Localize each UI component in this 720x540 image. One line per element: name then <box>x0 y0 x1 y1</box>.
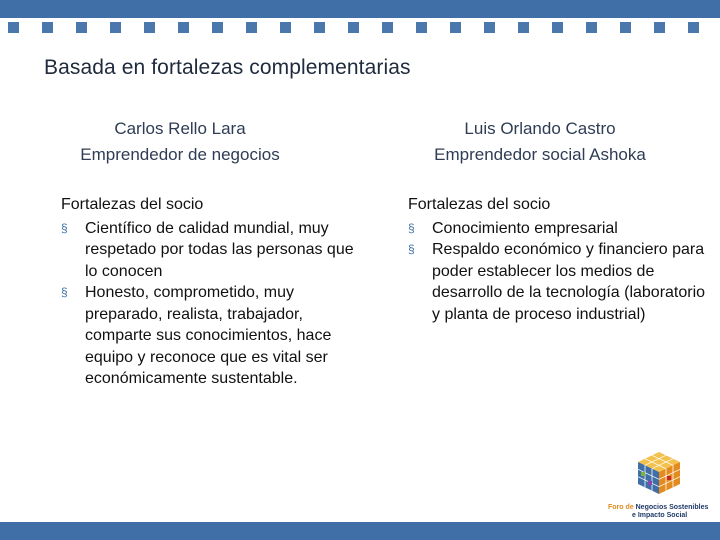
list-item-text: Conocimiento empresarial <box>432 219 618 237</box>
decor-square <box>314 22 325 33</box>
decor-square <box>348 22 359 33</box>
decor-square <box>552 22 563 33</box>
logo-text-line2: e Impacto Social <box>632 512 688 519</box>
slide-title: Basada en fortalezas complementarias <box>44 56 411 79</box>
right-person-header <box>388 116 692 168</box>
right-person-name: Luis Orlando Castro <box>464 119 616 138</box>
list-item-text: Respaldo económico y financiero para poder establecer los medios de desarrollo de la tecnología (laboratorio y planta de proceso industrial) <box>432 241 706 323</box>
decor-square <box>450 22 461 33</box>
decor-square <box>688 22 699 33</box>
decor-square <box>382 22 393 33</box>
decor-square <box>620 22 631 33</box>
list-item <box>408 218 708 240</box>
left-strengths-heading: Fortalezas del socio <box>61 196 204 213</box>
left-person-name: Carlos Rello Lara <box>114 119 246 138</box>
bullet-icon: § <box>408 242 415 256</box>
left-person-role: Emprendedor de negocios <box>80 145 280 164</box>
decor-square <box>484 22 495 33</box>
bullet-icon: § <box>61 220 68 235</box>
decor-square <box>654 22 665 33</box>
right-strengths-heading: Fortalezas del socio <box>408 196 551 213</box>
decor-square <box>416 22 427 33</box>
decor-square <box>246 22 257 33</box>
right-strengths-column <box>408 194 708 325</box>
decor-square <box>586 22 597 33</box>
list-item <box>61 218 361 283</box>
decor-square <box>212 22 223 33</box>
list-item-text: Científico de calidad mundial, muy respetado por todas las personas que lo conocen <box>85 219 354 280</box>
right-strengths-list <box>408 218 708 326</box>
top-band <box>0 0 720 18</box>
decor-square <box>42 22 53 33</box>
left-strengths-list <box>61 218 361 390</box>
left-person-header <box>40 116 320 168</box>
decor-square <box>518 22 529 33</box>
decor-square <box>8 22 19 33</box>
logo-text-line1: Foro de Negocios Sostenibles <box>608 504 709 511</box>
bullet-icon: § <box>61 285 68 299</box>
forum-logo <box>606 450 716 522</box>
list-item-text: Honesto, comprometido, muy preparado, realista, trabajador, comparte sus conocimientos, hace equipo y reconoce que es vital ser económicamente sustentable. <box>85 284 332 387</box>
right-person-role: Emprendedor social Ashoka <box>434 145 646 164</box>
list-item <box>408 239 708 325</box>
decor-square <box>178 22 189 33</box>
decor-square <box>76 22 87 33</box>
left-strengths-column <box>61 194 361 390</box>
decor-square <box>280 22 291 33</box>
decor-square <box>110 22 121 33</box>
rubik-cube-icon <box>636 450 682 496</box>
top-square-strip <box>0 22 720 36</box>
bottom-band <box>0 522 720 540</box>
bullet-icon: § <box>408 220 415 235</box>
list-item <box>61 282 361 390</box>
decor-square <box>144 22 155 33</box>
